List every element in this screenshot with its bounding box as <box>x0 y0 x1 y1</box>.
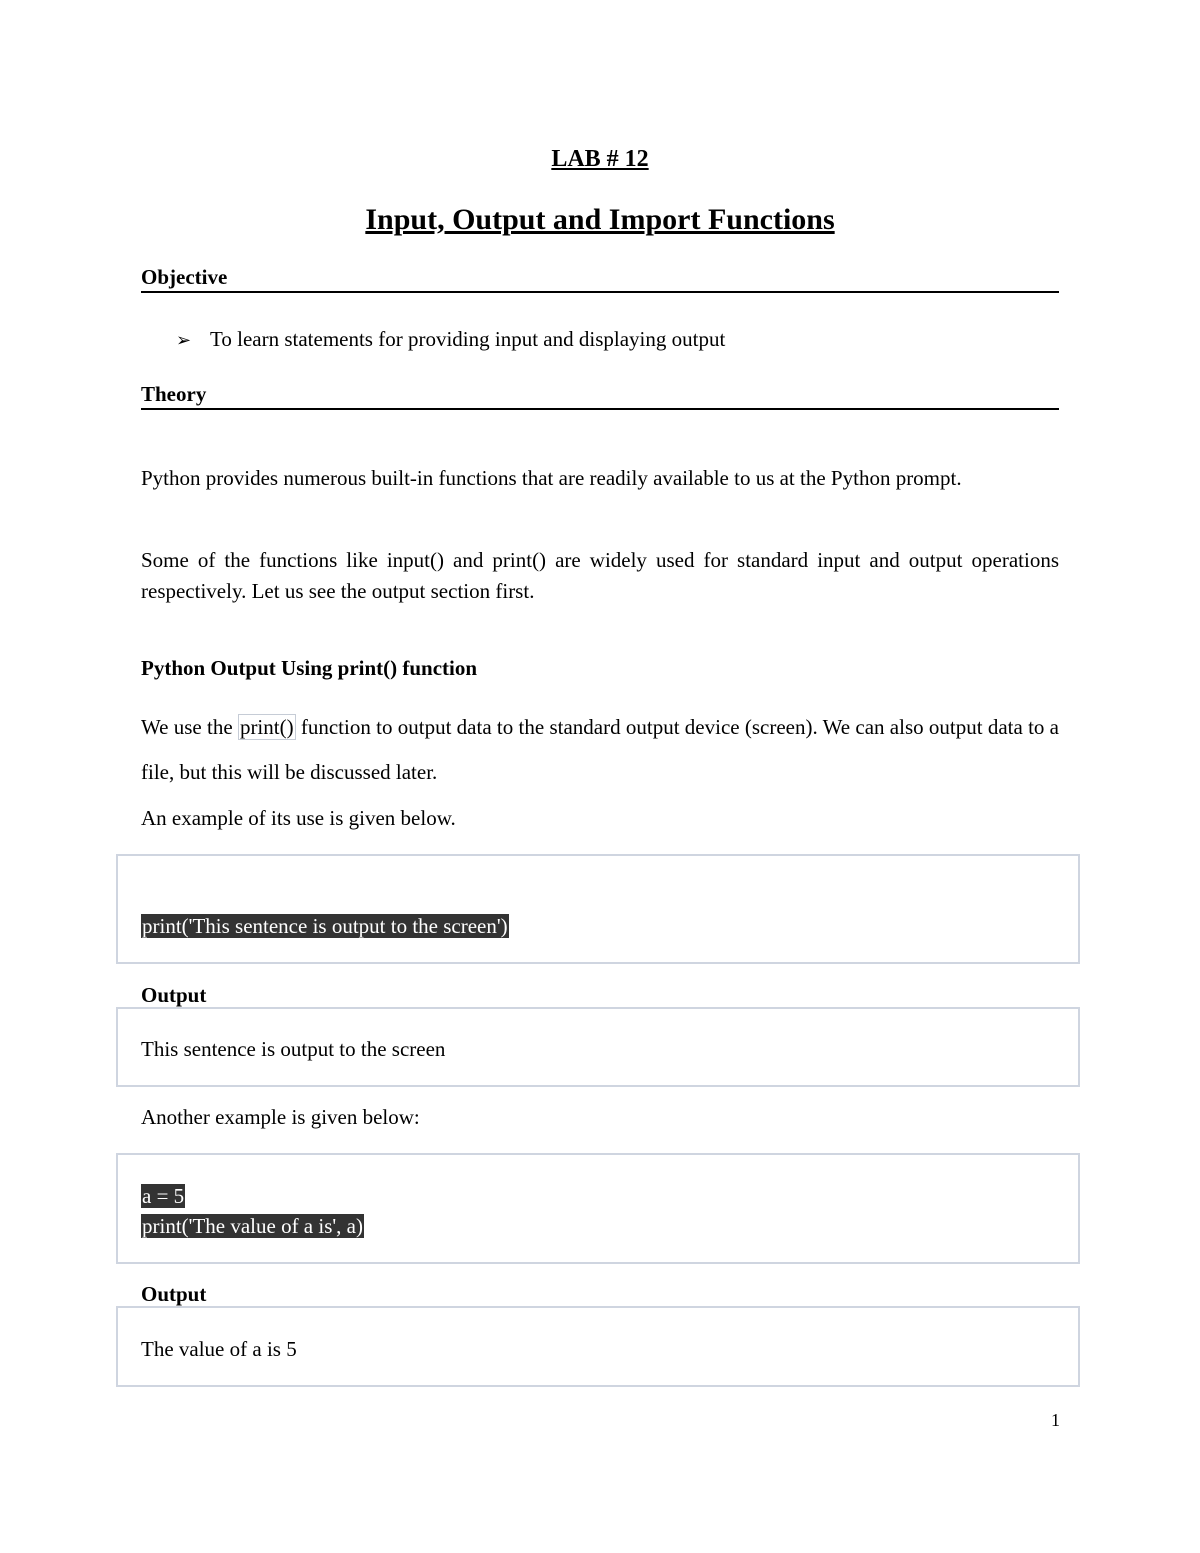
example-intro: An example of its use is given below. <box>141 806 456 830</box>
print-description-paragraph <box>141 705 1059 795</box>
theory-paragraph-2: Some of the functions like input() and print() are widely used for standard input and output operations respectively. Let us see the output section first. <box>141 548 1059 603</box>
code-line: print('This sentence is output to the screen') <box>142 914 508 938</box>
output-section-heading: Python Output Using print() function <box>141 656 478 680</box>
output-label-2: Output <box>141 1282 207 1306</box>
print-description-end: function to output data to the standard output device (screen). We can also output data to a file, but this will be discussed later. <box>141 715 1060 784</box>
print-description-start: We use the <box>141 715 238 739</box>
arrow-bullet-icon: ➢ <box>176 330 192 351</box>
objective-bullet-text: To learn statements for providing input and displaying output <box>210 327 726 351</box>
output-text-2: The value of a is 5 <box>141 1337 297 1361</box>
output-text-1: This sentence is output to the screen <box>141 1037 446 1061</box>
document-title: Input, Output and Import Functions <box>365 203 835 236</box>
code-line: print('The value of a is', a) <box>142 1214 363 1238</box>
output-box-2 <box>116 1306 1080 1387</box>
another-example-intro: Another example is given below: <box>141 1105 420 1129</box>
page-number: 1 <box>1051 1410 1060 1430</box>
objective-bullet <box>176 325 725 355</box>
lab-number: LAB # 12 <box>551 146 649 172</box>
output-box-1 <box>116 1007 1080 1087</box>
theory-heading: Theory <box>141 381 1059 410</box>
theory-paragraph-1: Python provides numerous built-in functions that are readily available to us at the Python prompt. <box>141 466 962 490</box>
output-label-1: Output <box>141 983 207 1007</box>
code-box-example-1 <box>116 854 1080 964</box>
objective-heading: Objective <box>141 264 1059 293</box>
print-inline-code: print() <box>239 715 294 739</box>
code-line: a = 5 <box>142 1184 185 1208</box>
code-box-example-2 <box>116 1153 1080 1264</box>
